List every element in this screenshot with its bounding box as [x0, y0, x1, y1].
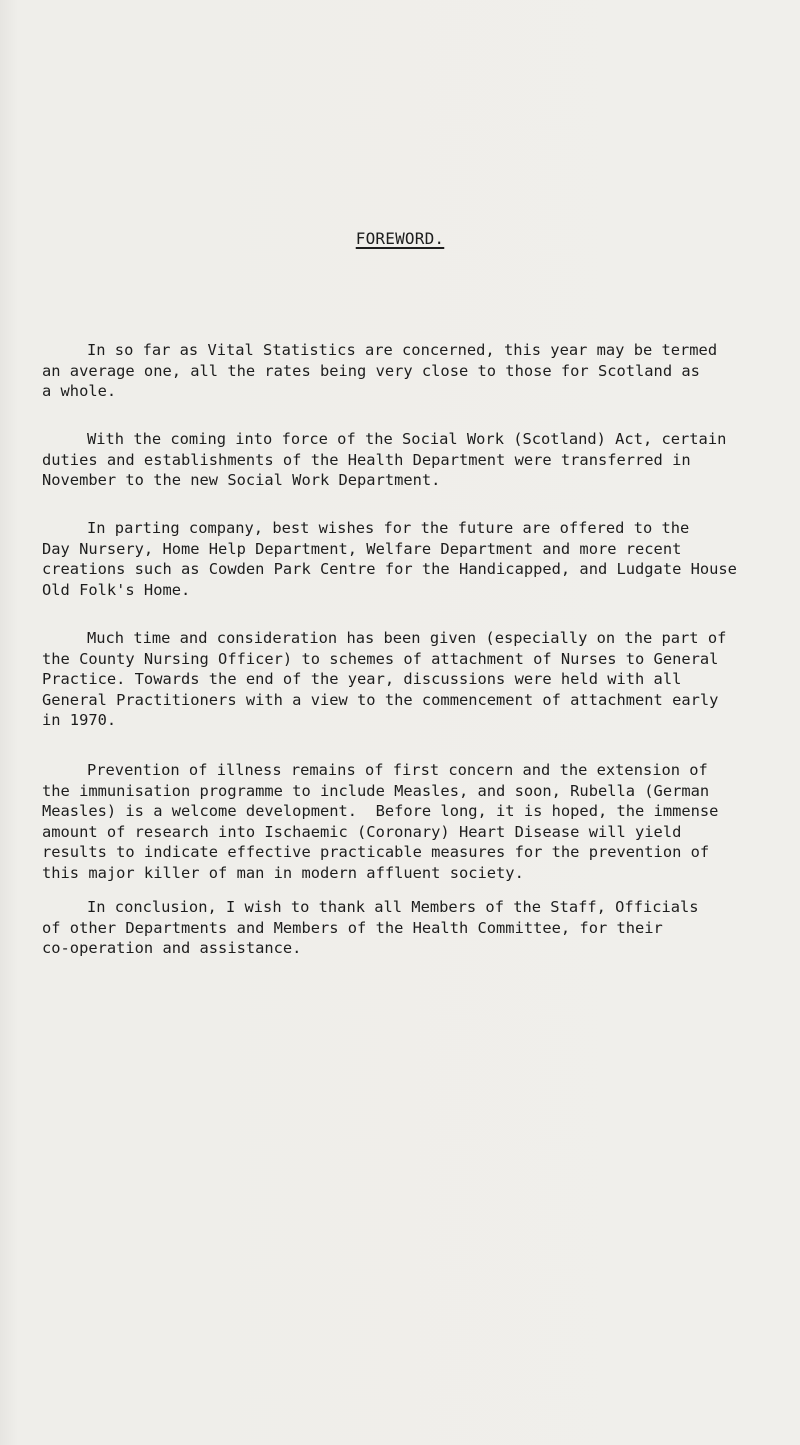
paragraph-vital-statistics: [42, 340, 782, 402]
paragraph-nursing-attachment: [42, 628, 782, 731]
paragraph-line: In so far as Vital Statistics are concerned, this year may be termed: [87, 341, 718, 359]
paragraph-line: in 1970.: [42, 711, 117, 729]
paragraph-line: In conclusion, I wish to thank all Members of the Staff, Officials: [87, 898, 699, 916]
paragraph-line: Day Nursery, Home Help Department, Welfare Department and more recent: [42, 539, 682, 558]
paragraph-line: With the coming into force of the Social Work (Scotland) Act, certain: [87, 430, 727, 448]
paragraph-line: an average one, all the rates being very close to those for Scotland as: [42, 361, 700, 380]
paragraph-line: Measles) is a welcome development. Before long, it is hoped, the immense: [42, 802, 719, 820]
paragraph-line: the County Nursing Officer) to schemes of attachment of Nurses to General: [42, 649, 719, 668]
paragraph-line: co-operation and assistance.: [42, 939, 302, 957]
paragraph-prevention: [42, 760, 782, 883]
paragraph-line: this major killer of man in modern affluent society.: [42, 863, 524, 882]
paragraph-social-work: [42, 429, 782, 491]
paragraph-line: amount of research into Ischaemic (Coronary) Heart Disease will yield: [42, 822, 682, 841]
paragraph-line: Practice. Towards the end of the year, discussions were held with all: [42, 670, 682, 688]
paragraph-conclusion: [42, 897, 782, 959]
paragraph-line: In parting company, best wishes for the future are offered to the: [87, 519, 690, 537]
paragraph-line: Prevention of illness remains of first concern and the extension of: [87, 761, 708, 779]
paragraph-line: November to the new Social Work Department.: [42, 471, 441, 489]
paragraph-line: of other Departments and Members of the Health Committee, for their: [42, 918, 663, 937]
paragraph-line: results to indicate effective practicable measures for the prevention of: [42, 843, 710, 861]
paragraph-parting-company: [42, 518, 782, 600]
page-title: [0, 229, 800, 248]
paragraph-line: creations such as Cowden Park Centre for the Handicapped, and Ludgate House: [42, 560, 737, 578]
paragraph-line: General Practitioners with a view to the commencement of attachment early: [42, 690, 719, 709]
paragraph-line: Old Folk's Home.: [42, 580, 191, 599]
paragraph-line: duties and establishments of the Health Department were transferred in: [42, 450, 691, 469]
paragraph-line: Much time and consideration has been given (especially on the part of: [87, 629, 727, 647]
title-text: FOREWORD.: [355, 229, 445, 248]
paragraph-line: the immunisation programme to include Measles, and soon, Rubella (German: [42, 781, 710, 800]
paragraph-line: a whole.: [42, 382, 117, 400]
